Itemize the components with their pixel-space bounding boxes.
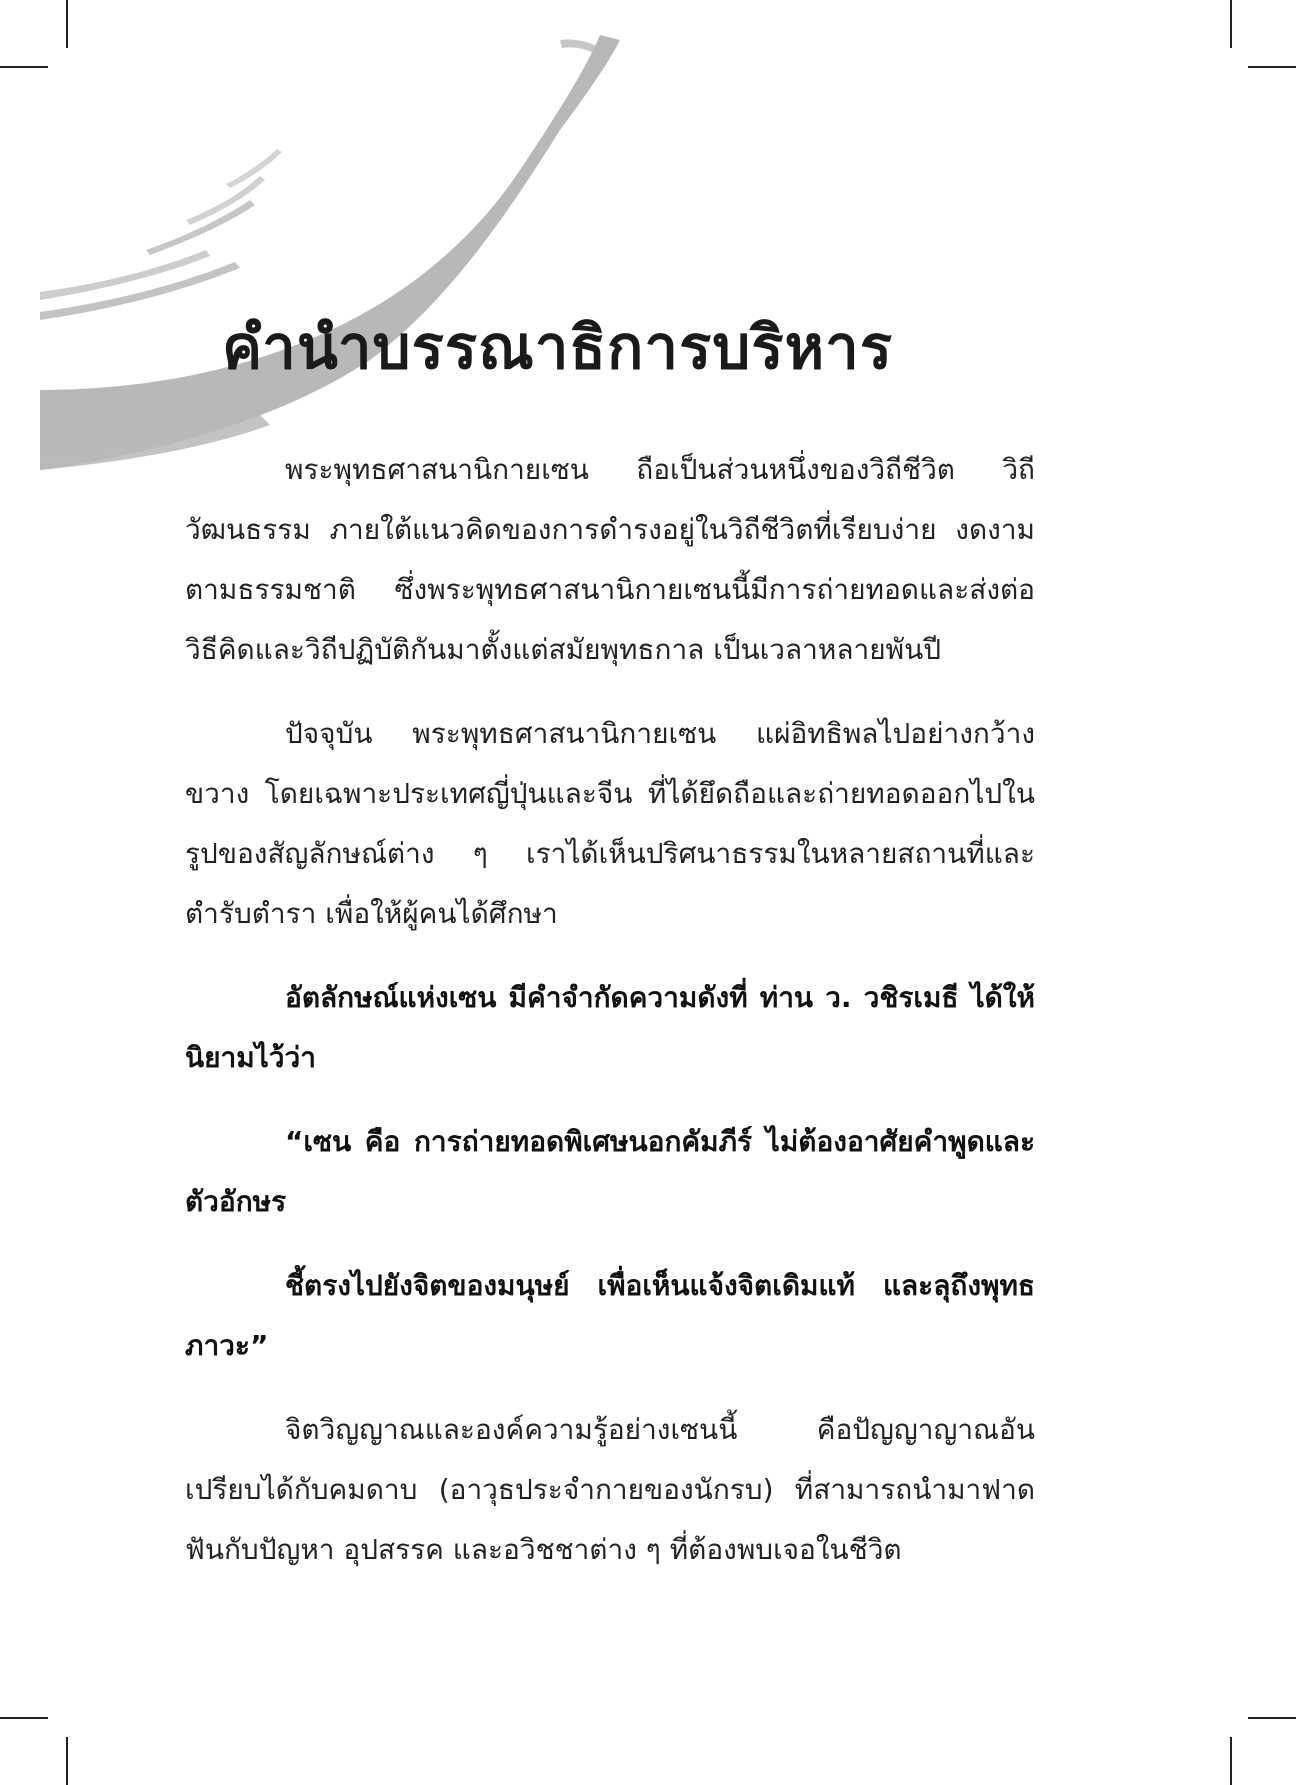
paragraph-wisdom: จิตวิญญาณและองค์ความรู้อย่างเซนนี้ คือปัญญาญาณอันเปรียบได้กับคมดาบ (อาวุธประจำกายของนักรบ) ที่สามารถนำมาฟาดฟันกับปัญหา อุปสรรค และอวิชชาต่าง ๆ ที่ต้องพบเจอในชีวิต — [185, 1413, 1035, 1566]
crop-mark-bottom-right-horizontal — [1248, 1717, 1296, 1719]
page-title: คำนำบรรณาธิการบริหาร — [222, 313, 894, 383]
paragraph-quote-1: “เซน คือ การถ่ายทอดพิเศษนอกคัมภีร์ ไม่ต้องอาศัยคำพูดและตัวอักษร — [185, 1125, 1035, 1218]
crop-mark-bottom-left-vertical — [66, 1737, 68, 1785]
paragraph-quote-2: ชี้ตรงไปยังจิตของมนุษย์ เพื่อเห็นแจ้งจิตเดิมแท้ และลุถึงพุทธภาวะ” — [185, 1269, 1035, 1362]
paragraph-intro: พระพุทธศาสนานิกายเซน ถือเป็นส่วนหนึ่งของวิถีชีวิต วิถีวัฒนธรรม ภายใต้แนวคิดของการดำรงอยู่ในวิถีชีวิตที่เรียบง่าย งดงามตามธรรมชาติ ซึ่งพระพุทธศาสนานิกายเซนนี้มีการถ่ายทอดและส่งต่อวิธีคิดและวิถีปฏิบัติกันมาตั้งแต่สมัยพุทธกาล เป็นเวลาหลายพันปี — [185, 453, 1035, 666]
body-text — [185, 440, 1035, 1604]
crop-mark-top-right-vertical — [1230, 0, 1232, 48]
paragraph-present: ปัจจุบัน พระพุทธศาสนานิกายเซน แผ่อิทธิพลไปอย่างกว้างขวาง โดยเฉพาะประเทศญี่ปุ่นและจีน ที่ได้ยึดถือและถ่ายทอดออกไปในรูปของสัญลักษณ์ต่าง ๆ เราได้เห็นปริศนาธรรมในหลายสถานที่และตำรับตำรา เพื่อให้ผู้คนได้ศึกษา — [185, 717, 1035, 930]
crop-mark-top-right-horizontal — [1248, 66, 1296, 68]
crop-mark-bottom-right-vertical — [1230, 1737, 1232, 1785]
crop-mark-bottom-left-horizontal — [0, 1717, 48, 1719]
paragraph-identity: อัตลักษณ์แห่งเซน มีคำจำกัดความดังที่ ท่าน ว. วชิรเมธี ได้ให้นิยามไว้ว่า — [185, 981, 1035, 1074]
